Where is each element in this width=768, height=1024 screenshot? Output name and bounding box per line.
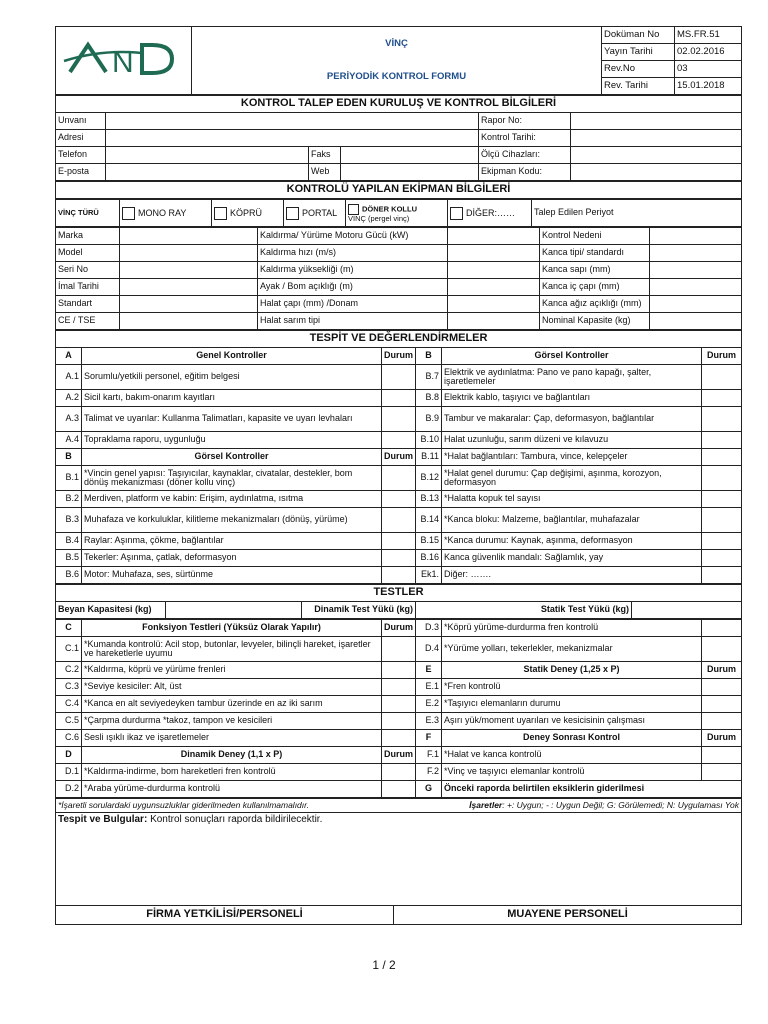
durum-header: Durum bbox=[382, 449, 416, 466]
item-text: *Kumanda kontrolü: Acil stop, butonlar, levyeler, bilinçli hareket, işaretler ve hareketlerle uyumu bbox=[82, 637, 382, 662]
item-code: B.8 bbox=[416, 390, 442, 407]
item-code: C.4 bbox=[56, 696, 82, 713]
durum-field[interactable] bbox=[702, 449, 742, 466]
item-text: *Kanca durumu: Kaynak, aşınma, deformasyon bbox=[442, 533, 702, 550]
group-b-code: B bbox=[56, 449, 82, 466]
item-text: Kanca güvenlik mandalı: Sağlamlık, yay bbox=[442, 550, 702, 567]
label-adresi: Adresi bbox=[56, 130, 106, 147]
field-dinamik-yuk[interactable] bbox=[416, 602, 632, 619]
item-text: Sesli ışıklı ikaz ve işaretlemeler bbox=[82, 730, 382, 747]
label-faks: Faks bbox=[309, 147, 341, 164]
checkbox-portal[interactable] bbox=[286, 207, 299, 220]
label-unvani: Unvanı bbox=[56, 113, 106, 130]
doc-label-1: Yayın Tarihi bbox=[602, 44, 675, 61]
group-g-title: Önceki raporda belirtilen eksiklerin giderilmesi bbox=[442, 781, 742, 798]
item-code: B.6 bbox=[56, 567, 82, 584]
equip-field[interactable] bbox=[650, 245, 742, 262]
field-statik-yuk[interactable] bbox=[632, 602, 742, 619]
logo bbox=[56, 27, 192, 95]
durum-field[interactable] bbox=[382, 550, 416, 567]
item-text: Topraklama raporu, uygunluğu bbox=[82, 432, 382, 449]
durum-field[interactable] bbox=[702, 550, 742, 567]
item-text: Sorumlu/yetkili personel, eğitim belgesi bbox=[82, 365, 382, 390]
item-code: A.2 bbox=[56, 390, 82, 407]
durum-field[interactable] bbox=[382, 662, 416, 679]
equip-label: Nominal Kapasite (kg) bbox=[540, 313, 650, 330]
section3-title: TESPİT VE DEĞERLENDİRMELER bbox=[56, 331, 742, 348]
group-f-title: Deney Sonrası Kontrol bbox=[442, 730, 702, 747]
item-text: Elektrik ve aydınlatma: Pano ve pano kapağı, şalter, işaretlemeler bbox=[442, 365, 702, 390]
type-mono-ray[interactable]: MONO RAY bbox=[120, 200, 212, 227]
durum-header: Durum bbox=[702, 348, 742, 365]
checkbox-mono-ray[interactable] bbox=[122, 207, 135, 220]
doc-label-2: Rev.No bbox=[602, 61, 675, 78]
field-olcu-cihazlari[interactable] bbox=[571, 147, 742, 164]
item-text: Sicil kartı, bakım-onarım kayıtları bbox=[82, 390, 382, 407]
doc-value-0: MS.FR.51 bbox=[675, 27, 742, 44]
equip-label: Kaldırma/ Yürüme Motoru Gücü (kW) bbox=[258, 228, 448, 245]
sign-left: FİRMA YETKİLİSİ/PERSONELİ bbox=[56, 906, 394, 925]
item-text: *Yürüme yolları, tekerlekler, mekanizmalar bbox=[442, 637, 702, 662]
durum-field[interactable] bbox=[702, 508, 742, 533]
item-text: *Kaldırma, köprü ve yürüme frenleri bbox=[82, 662, 382, 679]
durum-field[interactable] bbox=[702, 533, 742, 550]
equip-label: Kontrol Nedeni bbox=[540, 228, 650, 245]
form-title-line2: PERİYODİK KONTROL FORMU bbox=[192, 61, 602, 95]
durum-field[interactable] bbox=[702, 407, 742, 432]
equip-label: Model bbox=[56, 245, 120, 262]
group-e-title: Statik Deney (1,25 x P) bbox=[442, 662, 702, 679]
item-code: B.12 bbox=[416, 466, 442, 491]
durum-field[interactable] bbox=[702, 620, 742, 637]
doc-label-3: Rev. Tarihi bbox=[602, 78, 675, 95]
section3-table bbox=[55, 330, 742, 584]
doc-value-2: 03 bbox=[675, 61, 742, 78]
equip-field[interactable] bbox=[650, 313, 742, 330]
item-code: E.3 bbox=[416, 713, 442, 730]
label-dinamik-yuk: Dinamik Test Yükü (kg) bbox=[302, 602, 416, 619]
item-code: B.7 bbox=[416, 365, 442, 390]
equip-label: İmal Tarihi bbox=[56, 279, 120, 296]
equip-field[interactable] bbox=[120, 262, 258, 279]
item-code: A.4 bbox=[56, 432, 82, 449]
durum-field[interactable] bbox=[382, 781, 416, 798]
equip-label: Standart bbox=[56, 296, 120, 313]
label-statik-yuk: Statik Test Yükü (kg) bbox=[540, 604, 629, 615]
equip-label: Kanca ağız açıklığı (mm) bbox=[540, 296, 650, 313]
durum-field[interactable] bbox=[382, 713, 416, 730]
inspection-form bbox=[55, 26, 741, 925]
item-code: C.6 bbox=[56, 730, 82, 747]
item-text: *Araba yürüme-durdurma kontrolü bbox=[82, 781, 382, 798]
item-code: D.2 bbox=[56, 781, 82, 798]
field-web[interactable] bbox=[341, 164, 479, 181]
item-text: *Halat bağlantıları: Tambura, vince, kelepçeler bbox=[442, 449, 702, 466]
item-code: E.1 bbox=[416, 679, 442, 696]
item-text: Raylar: Aşınma, çökme, bağlantılar bbox=[82, 533, 382, 550]
durum-field[interactable] bbox=[382, 730, 416, 747]
label-telefon: Telefon bbox=[56, 147, 106, 164]
item-code: D.4 bbox=[416, 637, 442, 662]
equip-field[interactable] bbox=[448, 296, 540, 313]
group-f-code: F bbox=[416, 730, 442, 747]
equip-field[interactable] bbox=[650, 279, 742, 296]
section1-table bbox=[55, 95, 742, 181]
type-diger[interactable]: DİĞER:…… bbox=[448, 200, 532, 227]
item-text: *Halat ve kanca kontrolü bbox=[442, 747, 702, 764]
section1-title: KONTROL TALEP EDEN KURULUŞ VE KONTROL BİLGİLERİ bbox=[56, 96, 742, 113]
durum-field[interactable] bbox=[702, 365, 742, 390]
durum-field[interactable] bbox=[702, 764, 742, 781]
durum-field[interactable] bbox=[702, 713, 742, 730]
equip-label: Halat çapı (mm) /Donam bbox=[258, 296, 448, 313]
label-talep-periyot: Talep Edilen Periyot bbox=[532, 200, 742, 227]
item-code: F.1 bbox=[416, 747, 442, 764]
item-text: Halat uzunluğu, sarım düzeni ve kılavuzu bbox=[442, 432, 702, 449]
label-eposta: E-posta bbox=[56, 164, 106, 181]
equip-label: CE / TSE bbox=[56, 313, 120, 330]
type-doner-kollu[interactable]: DÖNER KOLLU VİNÇ (pergel vinç) bbox=[346, 200, 448, 227]
item-code: C.2 bbox=[56, 662, 82, 679]
item-text: *Vincin genel yapısı: Taşıyıcılar, kaynaklar, civatalar, destekler, bom dönüş mekanizması (döner kollu vinç) bbox=[82, 466, 382, 491]
group-b-title: Görsel Kontroller bbox=[82, 449, 382, 466]
item-code: B.4 bbox=[56, 533, 82, 550]
durum-field[interactable] bbox=[382, 679, 416, 696]
item-code: D.1 bbox=[56, 764, 82, 781]
item-text: *Fren kontrolü bbox=[442, 679, 702, 696]
group-c-title: Fonksiyon Testleri (Yüksüz Olarak Yapılır) bbox=[82, 620, 382, 637]
equip-field[interactable] bbox=[120, 313, 258, 330]
equip-field[interactable] bbox=[120, 245, 258, 262]
equip-field[interactable] bbox=[650, 228, 742, 245]
label-vinc-turu: VİNÇ TÜRÜ bbox=[56, 200, 120, 227]
item-text: *Çarpma durdurma *takoz, tampon ve kesicileri bbox=[82, 713, 382, 730]
item-text: *Taşıyıcı elemanların durumu bbox=[442, 696, 702, 713]
item-text: *Vinç ve taşıyıcı elemanlar kontrolü bbox=[442, 764, 702, 781]
item-code: C.1 bbox=[56, 637, 82, 662]
durum-field[interactable] bbox=[702, 491, 742, 508]
footer-table bbox=[55, 798, 742, 925]
durum-header: Durum bbox=[382, 348, 416, 365]
doc-value-1: 02.02.2016 bbox=[675, 44, 742, 61]
equip-label: Kaldırma yüksekliği (m) bbox=[258, 262, 448, 279]
item-code: Ek1. bbox=[416, 567, 442, 584]
section4-title: TESTLER bbox=[56, 585, 742, 602]
item-text: Diğer: ……. bbox=[442, 567, 702, 584]
findings-text: Kontrol sonuçları raporda bildirilecektir. bbox=[150, 814, 323, 825]
durum-field[interactable] bbox=[382, 567, 416, 584]
durum-field[interactable] bbox=[382, 365, 416, 390]
label-kontrol-tarihi: Kontrol Tarihi: bbox=[479, 130, 571, 147]
item-text: *Kanca en alt seviyedeyken tambur üzerinde en az iki sarım bbox=[82, 696, 382, 713]
equip-label: Kanca sapı (mm) bbox=[540, 262, 650, 279]
item-code: B.2 bbox=[56, 491, 82, 508]
doc-value-3: 15.01.2018 bbox=[675, 78, 742, 95]
durum-field[interactable] bbox=[382, 637, 416, 662]
item-text: Aşırı yük/moment uyarıları ve kesicisinin çalışması bbox=[442, 713, 702, 730]
equip-field[interactable] bbox=[448, 279, 540, 296]
item-code: A.3 bbox=[56, 407, 82, 432]
item-text: *Kaldırma-indirme, bom hareketleri fren kontrolü bbox=[82, 764, 382, 781]
equip-label: Marka bbox=[56, 228, 120, 245]
label-rapor-no: Rapor No: bbox=[479, 113, 571, 130]
durum-field[interactable] bbox=[702, 466, 742, 491]
label-web: Web bbox=[309, 164, 341, 181]
field-faks[interactable] bbox=[341, 147, 479, 164]
durum-field[interactable] bbox=[382, 696, 416, 713]
checkbox-kopru[interactable] bbox=[214, 207, 227, 220]
item-code: B.1 bbox=[56, 466, 82, 491]
item-text: *Halatta kopuk tel sayısı bbox=[442, 491, 702, 508]
item-text: *Halat genel durumu: Çap değişimi, aşınma, korozyon, deformasyon bbox=[442, 466, 702, 491]
equip-label: Kanca tipi/ standardı bbox=[540, 245, 650, 262]
equip-field[interactable] bbox=[120, 296, 258, 313]
item-code: C.3 bbox=[56, 679, 82, 696]
equipment-table bbox=[55, 227, 742, 330]
item-code: E.2 bbox=[416, 696, 442, 713]
field-ekipman-kodu[interactable] bbox=[571, 164, 742, 181]
and-logo-icon bbox=[62, 39, 186, 79]
item-code: B.16 bbox=[416, 550, 442, 567]
group-b-code: B bbox=[416, 348, 442, 365]
section2-title: KONTROLÜ YAPILAN EKİPMAN BİLGİLERİ bbox=[56, 182, 742, 199]
doc-label-0: Doküman No bbox=[602, 27, 675, 44]
item-text: *Seviye kesiciler: Alt, üst bbox=[82, 679, 382, 696]
durum-field[interactable] bbox=[702, 567, 742, 584]
equip-field[interactable] bbox=[448, 262, 540, 279]
legend: İşaretler: +: Uygun; - : Uygun Değil; G: Görülemedi; N: Uygulaması Yok bbox=[469, 800, 740, 811]
durum-field[interactable] bbox=[702, 390, 742, 407]
item-text: Elektrik kablo, taşıyıcı ve bağlantıları bbox=[442, 390, 702, 407]
equip-field[interactable] bbox=[120, 228, 258, 245]
item-text: Tambur ve makaralar: Çap, deformasyon, bağlantılar bbox=[442, 407, 702, 432]
group-g-code: G bbox=[416, 781, 442, 798]
durum-field[interactable] bbox=[382, 508, 416, 533]
field-unvani[interactable] bbox=[106, 113, 479, 130]
tests-table bbox=[55, 619, 742, 798]
item-text: *Köprü yürüme-durdurma fren kontrolü bbox=[442, 620, 702, 637]
durum-field[interactable] bbox=[382, 533, 416, 550]
item-code: A.1 bbox=[56, 365, 82, 390]
findings-label: Tespit ve Bulgular: bbox=[58, 814, 148, 825]
warning-note: *İşaretli sorulardaki uygunsuzluklar giderilmeden kullanılmamalıdır. bbox=[58, 800, 310, 811]
durum-field[interactable] bbox=[382, 407, 416, 432]
durum-field[interactable] bbox=[382, 491, 416, 508]
page-number: 1 / 2 bbox=[372, 958, 396, 972]
item-code: B.10 bbox=[416, 432, 442, 449]
equip-label: Ayak / Bom açıklığı (m) bbox=[258, 279, 448, 296]
durum-header: Durum bbox=[702, 662, 742, 679]
item-code: D.3 bbox=[416, 620, 442, 637]
vinc-turu-table bbox=[55, 199, 742, 227]
equip-label: Kanca iç çapı (mm) bbox=[540, 279, 650, 296]
group-c-code: C bbox=[56, 620, 82, 637]
item-text: Talimat ve uyarılar: Kullanma Talimatları, kapasite ve uyarı levhaları bbox=[82, 407, 382, 432]
section4-table bbox=[55, 584, 742, 619]
durum-field[interactable] bbox=[702, 679, 742, 696]
group-a-title: Genel Kontroller bbox=[82, 348, 382, 365]
item-code: B.15 bbox=[416, 533, 442, 550]
field-adresi[interactable] bbox=[106, 130, 479, 147]
durum-field[interactable] bbox=[382, 764, 416, 781]
group-e-code: E bbox=[416, 662, 442, 679]
item-text: Merdiven, platform ve kabin: Erişim, aydınlatma, ısıtma bbox=[82, 491, 382, 508]
type-kopru[interactable]: KÖPRÜ bbox=[212, 200, 284, 227]
equip-label: Seri No bbox=[56, 262, 120, 279]
item-code: C.5 bbox=[56, 713, 82, 730]
equip-label: Halat sarım tipi bbox=[258, 313, 448, 330]
item-text: Motor: Muhafaza, ses, sürtünme bbox=[82, 567, 382, 584]
durum-field[interactable] bbox=[702, 637, 742, 662]
findings-box[interactable] bbox=[56, 813, 742, 906]
equip-label: Kaldırma hızı (m/s) bbox=[258, 245, 448, 262]
durum-header: Durum bbox=[382, 620, 416, 637]
durum-field[interactable] bbox=[382, 466, 416, 491]
sign-right: MUAYENE PERSONELİ bbox=[394, 906, 742, 925]
label-beyan: Beyan Kapasitesi (kg) bbox=[56, 602, 166, 619]
equip-field[interactable] bbox=[448, 245, 540, 262]
item-text: Tekerler: Aşınma, çatlak, deformasyon bbox=[82, 550, 382, 567]
durum-field[interactable] bbox=[382, 432, 416, 449]
durum-field[interactable] bbox=[702, 432, 742, 449]
field-rapor-no[interactable] bbox=[571, 113, 742, 130]
item-code: B.3 bbox=[56, 508, 82, 533]
item-code: B.5 bbox=[56, 550, 82, 567]
field-eposta[interactable] bbox=[106, 164, 309, 181]
field-kontrol-tarihi[interactable] bbox=[571, 130, 742, 147]
label-olcu-cihazlari: Ölçü Cihazları: bbox=[479, 147, 571, 164]
equip-field[interactable] bbox=[448, 313, 540, 330]
group-b-title: Görsel Kontroller bbox=[442, 348, 702, 365]
item-text: Muhafaza ve korkuluklar, kilitleme mekanizmaları (dönüş, yürüme) bbox=[82, 508, 382, 533]
header-table bbox=[55, 26, 742, 95]
durum-field[interactable] bbox=[702, 696, 742, 713]
durum-header: Durum bbox=[702, 730, 742, 747]
item-code: B.9 bbox=[416, 407, 442, 432]
form-title-line1: VİNÇ bbox=[192, 27, 602, 61]
type-portal[interactable]: PORTAL bbox=[284, 200, 346, 227]
item-code: B.11 bbox=[416, 449, 442, 466]
durum-field[interactable] bbox=[382, 390, 416, 407]
equip-field[interactable] bbox=[650, 296, 742, 313]
note-row bbox=[56, 799, 742, 813]
group-d-title: Dinamik Deney (1,1 x P) bbox=[82, 747, 382, 764]
svg-text:N: N bbox=[111, 46, 134, 80]
equip-field[interactable] bbox=[120, 279, 258, 296]
equip-field[interactable] bbox=[650, 262, 742, 279]
section2-table bbox=[55, 181, 742, 199]
group-a-code: A bbox=[56, 348, 82, 365]
item-text: *Kanca bloku: Malzeme, bağlantılar, muhafazalar bbox=[442, 508, 702, 533]
item-code: B.13 bbox=[416, 491, 442, 508]
field-beyan[interactable] bbox=[166, 602, 302, 619]
checkbox-diger[interactable] bbox=[450, 207, 463, 220]
equip-field[interactable] bbox=[448, 228, 540, 245]
label-ekipman-kodu: Ekipman Kodu: bbox=[479, 164, 571, 181]
item-code: B.14 bbox=[416, 508, 442, 533]
group-d-code: D bbox=[56, 747, 82, 764]
field-telefon[interactable] bbox=[106, 147, 309, 164]
durum-header: Durum bbox=[382, 747, 416, 764]
item-code: F.2 bbox=[416, 764, 442, 781]
durum-field[interactable] bbox=[702, 747, 742, 764]
